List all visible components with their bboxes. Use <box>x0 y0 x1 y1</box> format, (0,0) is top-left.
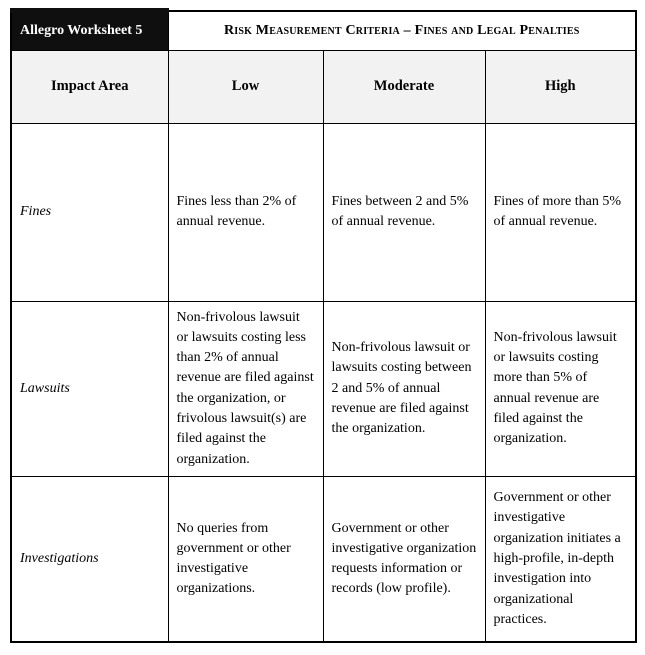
fines-high-criteria: Fines of more than 5% of annual revenue. <box>485 123 636 301</box>
table-row-fines <box>11 123 636 301</box>
investigations-low-criteria: No queries from government or other investigative organizations. <box>168 476 323 642</box>
worksheet-label: Allegro Worksheet 5 <box>11 11 168 50</box>
column-header-row <box>11 50 636 123</box>
impact-area-label-investigations: Investigations <box>11 476 168 642</box>
table-row-investigations <box>11 476 636 642</box>
risk-criteria-table <box>10 10 637 643</box>
column-header-moderate: Moderate <box>323 50 485 123</box>
title-row <box>11 11 636 50</box>
lawsuits-moderate-criteria: Non-frivolous lawsuit or lawsuits costing between 2 and 5% of annual revenue are filed against the organization. <box>323 301 485 476</box>
impact-area-label-fines: Fines <box>11 123 168 301</box>
investigations-high-criteria: Government or other investigative organization initiates a high-profile, in-depth investigation into organizational practices. <box>485 476 636 642</box>
fines-low-criteria: Fines less than 2% of annual revenue. <box>168 123 323 301</box>
investigations-moderate-criteria: Government or other investigative organization requests information or records (low profile). <box>323 476 485 642</box>
lawsuits-low-criteria: Non-frivolous lawsuit or lawsuits costing less than 2% of annual revenue are filed against the organization, or frivolous lawsuit(s) are filed against the organization. <box>168 301 323 476</box>
column-header-low: Low <box>168 50 323 123</box>
table-title: Risk Measurement Criteria – Fines and Legal Penalties <box>168 11 636 50</box>
impact-area-label-lawsuits: Lawsuits <box>11 301 168 476</box>
column-header-impact-area: Impact Area <box>11 50 168 123</box>
lawsuits-high-criteria: Non-frivolous lawsuit or lawsuits costing more than 5% of annual revenue are filed against the organization. <box>485 301 636 476</box>
fines-moderate-criteria: Fines between 2 and 5% of annual revenue. <box>323 123 485 301</box>
table-row-lawsuits <box>11 301 636 476</box>
column-header-high: High <box>485 50 636 123</box>
